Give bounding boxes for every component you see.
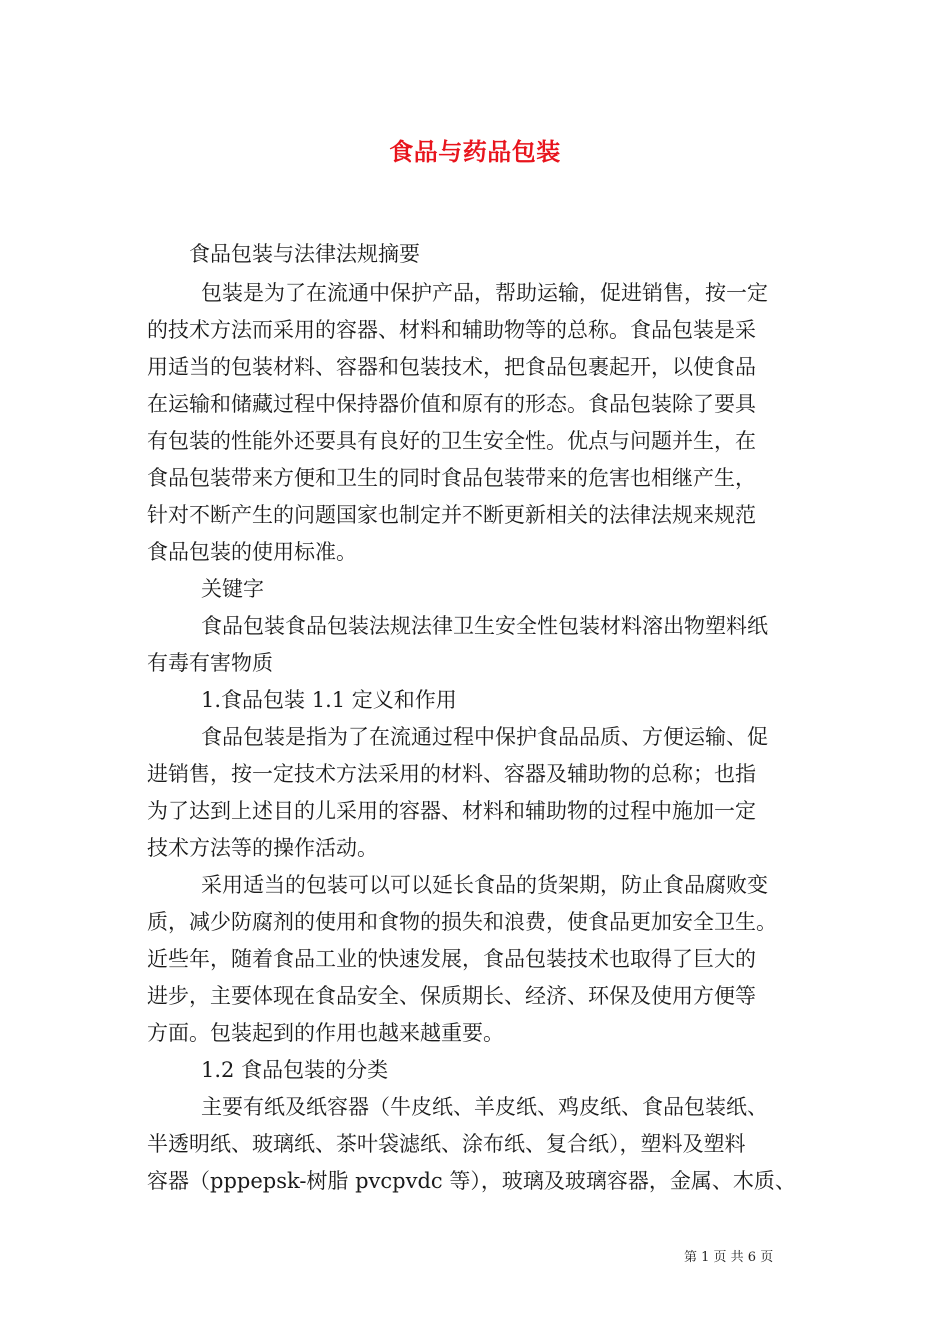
body-line: 食品包装带来方便和卫生的同时食品包装带来的危害也相继产生， xyxy=(147,466,756,490)
body-line: 质，减少防腐剂的使用和食物的损失和浪费，使食品更加安全卫生。 xyxy=(147,910,777,934)
keywords-line: 有毒有害物质 xyxy=(147,651,273,675)
body-line: 半透明纸、玻璃纸、茶叶袋滤纸、涂布纸、复合纸），塑料及塑料 xyxy=(147,1132,746,1156)
body-line: 近些年，随着食品工业的快速发展，食品包装技术也取得了巨大的 xyxy=(147,947,756,971)
body-line: 采用适当的包装可以可以延长食品的货架期，防止食品腐败变 xyxy=(201,873,768,897)
section-heading: 1.2 食品包装的分类 xyxy=(201,1058,389,1082)
body-line: 进销售，按一定技术方法采用的材料、容器及辅助物的总称；也指 xyxy=(147,762,756,786)
body-line: 的技术方法而采用的容器、材料和辅助物等的总称。食品包装是采 xyxy=(147,318,756,342)
body-line: 针对不断产生的问题国家也制定并不断更新相关的法律法规来规范 xyxy=(147,503,756,527)
body-line: 容器（pppepsk-树脂 pvcpvdc 等），玻璃及玻璃容器，金属、木质、 xyxy=(147,1169,796,1193)
keywords-line: 食品包装食品包装法规法律卫生安全性包装材料溶出物塑料纸 xyxy=(201,614,768,638)
section-heading: 1.食品包装 1.1 定义和作用 xyxy=(201,688,457,712)
body-line: 用适当的包装材料、容器和包装技术，把食品包裹起开，以使食品 xyxy=(147,355,756,379)
body-line: 在运输和储藏过程中保持器价值和原有的形态。食品包装除了要具 xyxy=(147,392,756,416)
document-title: 食品与药品包装 xyxy=(389,137,561,166)
keywords-heading: 关键字 xyxy=(201,577,264,601)
body-line: 为了达到上述目的儿采用的容器、材料和辅助物的过程中施加一定 xyxy=(147,799,756,823)
body-line: 主要有纸及纸容器（牛皮纸、羊皮纸、鸡皮纸、食品包装纸、 xyxy=(201,1095,768,1119)
abstract-heading: 食品包装与法律法规摘要 xyxy=(189,242,420,266)
body-line: 进步，主要体现在食品安全、保质期长、经济、环保及使用方便等 xyxy=(147,984,756,1008)
body-line: 包装是为了在流通中保护产品，帮助运输，促进销售，按一定 xyxy=(201,281,768,305)
body-line: 食品包装的使用标准。 xyxy=(147,540,357,564)
body-line: 有包装的性能外还要具有良好的卫生安全性。优点与问题并生，在 xyxy=(147,429,756,453)
page-footer: 第 1 页 共 6 页 xyxy=(684,1250,774,1265)
body-line: 技术方法等的操作活动。 xyxy=(147,836,378,860)
body-line: 方面。包装起到的作用也越来越重要。 xyxy=(147,1021,504,1045)
body-line: 食品包装是指为了在流通过程中保护食品品质、方便运输、促 xyxy=(201,725,768,749)
